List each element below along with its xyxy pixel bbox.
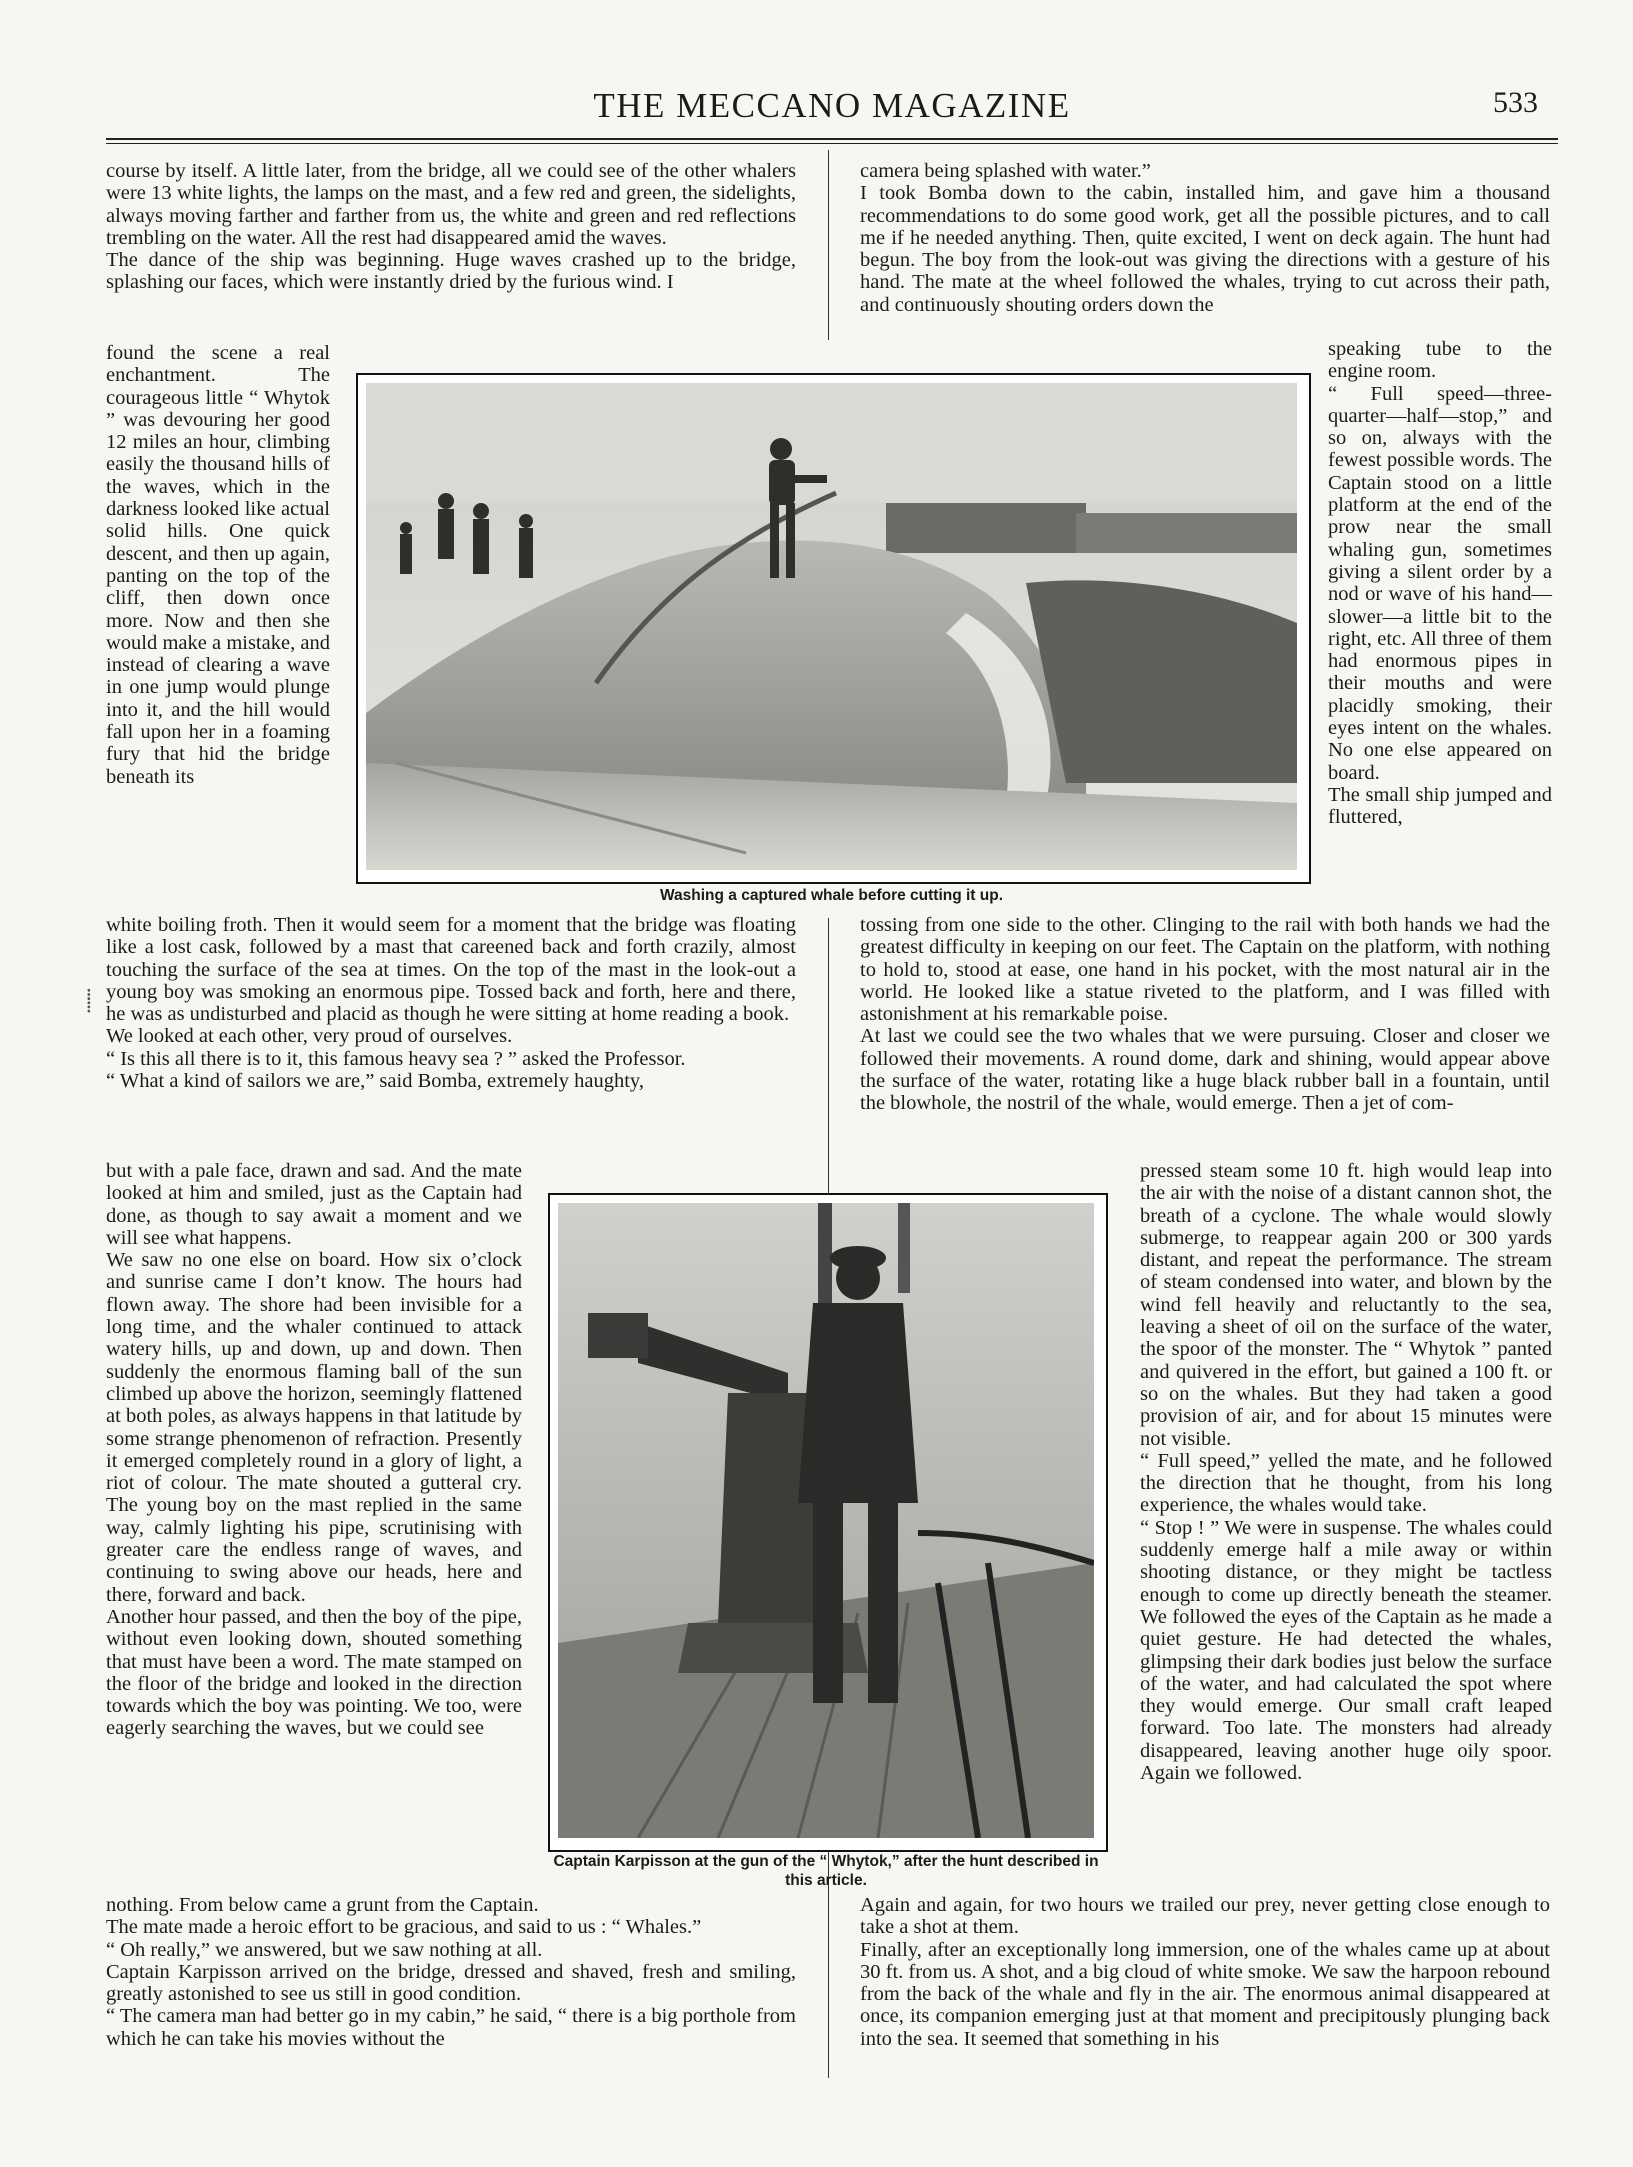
magazine-title: THE MECCANO MAGAZINE: [593, 86, 1071, 125]
margin-mark: ⸽: [86, 988, 92, 1013]
article-text-col1-top: course by itself. A little later, from the bridge, all we could see of the other whalers were 13 white lights, the lamps on the mast, and a few red and green, the sidelights, always moving farther and farther from us, the white and green and red reflections trembling on the water. All the rest had disappeared amid the waves. The dance of the ship was beginning. Huge waves crashed up to the bridge, splashing our faces, which were instantly dried by the furious wind. I: [106, 160, 796, 294]
photo1-caption: Washing a captured whale before cutting it up.: [659, 887, 1004, 904]
article-text-col2-wrap: speaking tube to the engine room. “ Full speed—three-quarter—half—stop,” and so on, always with the fewest possible words. The Captain stood on a little platform at the end of the prow near the small whaling gun, sometimes giving a silent order by a nod or wave of his hand—slower—a little bit to the right, etc. All three of them had enormous pipes in their mouths and were placidly smoking, their eyes intent on the whales. No one else appeared on board. The small ship jumped and fluttered,: [1328, 338, 1552, 829]
page-header: [106, 78, 1558, 134]
column-divider: [828, 150, 829, 340]
whale-washing-photo: [356, 373, 1311, 884]
captain-harpoon-gun-photo: [548, 1193, 1108, 1852]
article-text-col2-bottom: Again and again, for two hours we trailed our prey, never getting close enough to take a shot at them. Finally, after an exceptionally long immersion, one of the whales came up at about 30 ft. from us. A shot, and a big cloud of white smoke. We saw the harpoon rebound from the back of the whale and fly in the air. The enormous animal disappeared at once, its companion emerging just at that moment and precipitously plunging back into the sea. It seemed that something in his: [860, 1894, 1550, 2050]
article-text-col2-wrap2: pressed steam some 10 ft. high would leap into the air with the noise of a distant cannon shot, the breath of a cyclone. The whale would slowly submerge, to reappear again 200 or 300 yards distant, and repeat the performance. The stream of steam condensed into water, and blown by the wind fell heavily and reluctantly to the sea, leaving a sheet of oil on the surface of the water, the spoor of the monster. The “ Whytok ” panted and quivered in the effort, but gained a 100 ft. or so on the whales. But they had taken a good provision of air, and for about 15 minutes were not visible. “ Full speed,” yelled the mate, and he followed the direction that he thought, from his long experience, the whales would take. “ Stop ! ” We were in suspense. The whales could suddenly emerge half a mile away or within shooting distance, or they might be tactless enough to come up directly beneath the steamer. We followed the eyes of the Captain as he made a quiet gesture. He had detected the whales, glimpsing their dark bodies just below the surface of the water, and had calculated the spot where they would emerge. Our small craft leaped forward. Too late. The monsters had already disappeared, leaving another huge oily spoor. Again we followed.: [1140, 1160, 1552, 1785]
header-rule: [106, 138, 1558, 140]
header-rule-thin: [106, 143, 1558, 144]
article-text-col1-bottom: nothing. From below came a grunt from the Captain. The mate made a heroic effort to be gracious, and said to us : “ Whales.” “ Oh really,” we answered, but we saw nothing at all. Captain Karpisson arrived on the bridge, dressed and shaved, fresh and smiling, greatly astonished to see us still in good condition. “ The camera man had better go in my cabin,” he said, “ there is a big porthole from which he can take his movies without the: [106, 1894, 796, 2050]
article-text-col2-mid: tossing from one side to the other. Clinging to the rail with both hands we had the greatest difficulty in keeping on our feet. The Captain on the platform, with nothing to hold to, stood at ease, one hand in his pocket, with the most natural air in the world. He looked like a statue riveted to the platform, and I was filled with astonishment at his remarkable poise. At last we could see the two whales that we were pursuing. Closer and closer we followed their movements. A round dome, dark and shining, would appear above the surface of the water, rotating like a huge black rubber ball in a fountain, until the blowhole, the nostril of the whale, would emerge. Then a jet of com-: [860, 914, 1550, 1115]
whale-washing-illustration: [366, 383, 1297, 870]
page-number: 533: [1493, 86, 1538, 119]
article-text-col2-top: camera being splashed with water.” I took Bomba down to the cabin, installed him, and gave him a thousand recommendations to do some good work, get all the possible pictures, and to call me if he needed anything. Then, quite excited, I went on deck again. The hunt had begun. The boy from the look-out was giving the directions with a gesture of his hand. The mate at the wheel followed the whales, trying to cut across their path, and continuously shouting orders down the: [860, 160, 1550, 316]
captain-harpoon-illustration: [558, 1203, 1094, 1838]
article-text-col1-mid: white boiling froth. Then it would seem for a moment that the bridge was floating like a lost cask, followed by a mast that careened back and forth crazily, almost touching the surface of the sea at times. On the top of the mast in the look-out a young boy was smoking an enormous pipe. Tossed back and forth, here and there, he was as undisturbed and placid as though he were sitting at home reading a book. We looked at each other, very proud of ourselves. “ Is this all there is to it, this famous heavy sea ? ” asked the Professor. “ What a kind of sailors we are,” said Bomba, extremely haughty,: [106, 914, 796, 1093]
photo2-caption: Captain Karpisson at the gun of the “ Whytok,” after the hunt described in this article.: [553, 1853, 1099, 1889]
article-text-col1-wrap: found the scene a real enchantment. The courageous little “ Whytok ” was devouring her good 12 miles an hour, climbing easily the thousand hills of the waves, which in the darkness looked like actual solid hills. One quick descent, and then up again, panting on the top of the cliff, then down once more. Now and then she would make a mistake, and instead of clearing a wave in one jump would plunge into it, and the hill would fall upon her in a foaming fury that hid the bridge beneath its: [106, 342, 330, 788]
article-text-col1-wrap2: but with a pale face, drawn and sad. And the mate looked at him and smiled, just as the Captain had done, as though to say await a moment and we will see what happens. We saw no one else on board. How six o’clock and sunrise came I don’t know. The hours had flown away. The shore had been invisible for a long time, and the whaler continued to attack watery hills, up and down, up and down. Then suddenly the enormous flaming ball of the sun climbed up above the horizon, seemingly flattened at both poles, as always happens in that latitude by some strange phenomenon of refraction. Presently it emerged completely round in a glory of light, a riot of colour. The mate shouted a gutteral cry. The young boy on the mast replied in the same way, calmly lighting his pipe, scrutinising with greater care the endless range of waves, and continuing to swing above our heads, here and there, forward and back. Another hour passed, and then the boy of the pipe, without even looking down, shouted something that must have been a word. The mate stamped on the floor of the bridge and looked in the direction towards which the boy was pointing. We too, were eagerly searching the waves, but we could see: [106, 1160, 522, 1740]
